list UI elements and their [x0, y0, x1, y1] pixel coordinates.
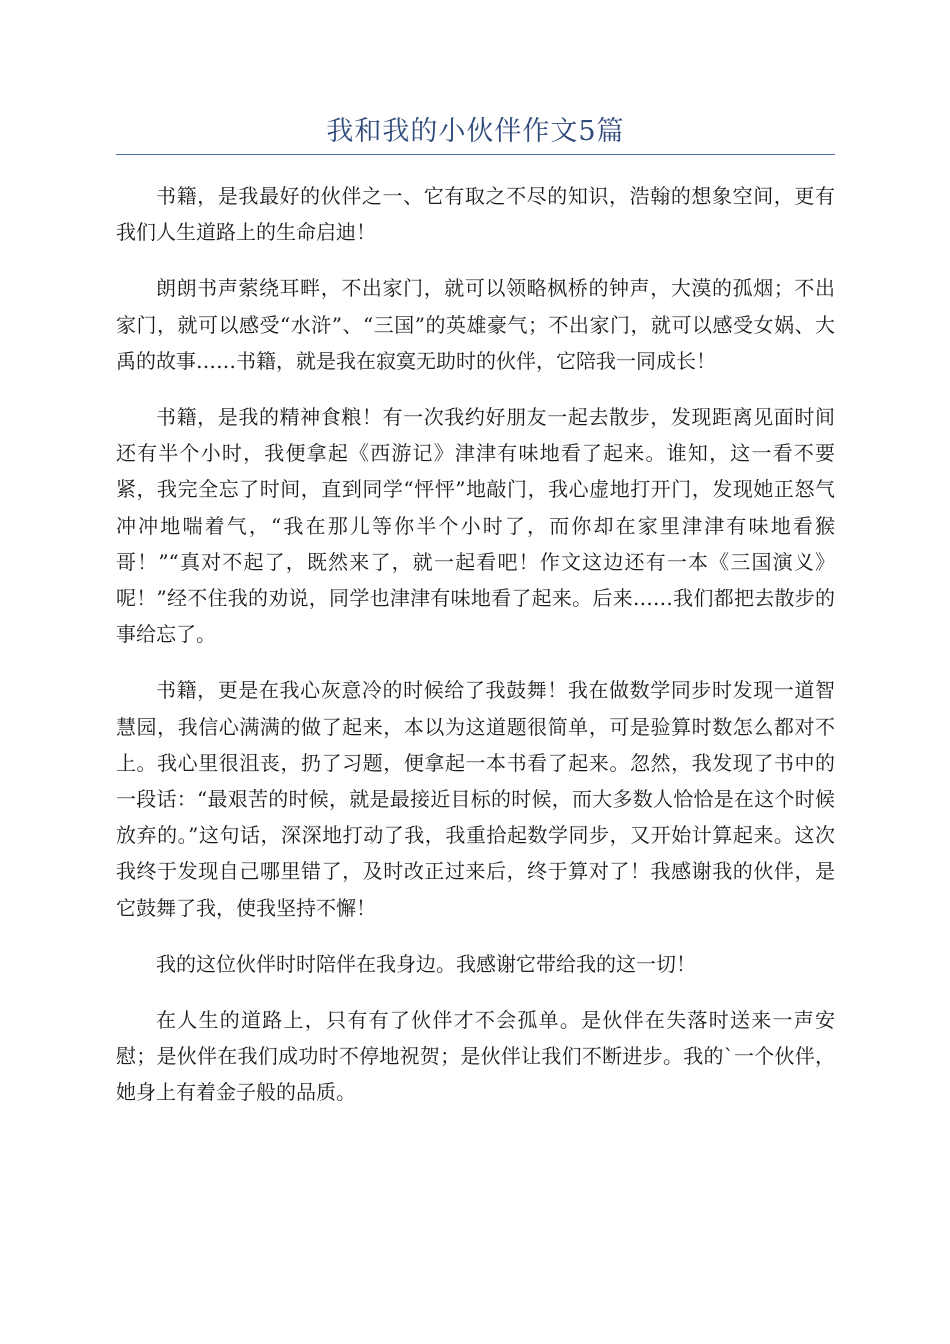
paragraph-6: 在人生的道路上，只有有了伙伴才不会孤单。是伙伴在失落时送来一声安慰；是伙伴在我们成功时不停地祝贺；是伙伴让我们不断进步。我的`一个伙伴，她身上有着金子般的品质。	[116, 1008, 835, 1105]
title-underline	[116, 154, 835, 155]
document-title: 我和我的小伙伴作文5篇	[326, 116, 625, 147]
paragraph-4: 书籍，更是在我心灰意冷的时候给了我鼓舞！我在做数学同步时发现一道智慧园，我信心满满的做了起来，本以为这道题很简单，可是验算时数怎么都对不上。我心里很沮丧，扔了习题，便拿起一本书看了起来。忽然，我发现了书中的一段话：“最艰苦的时候，就是最接近目标的时候，而大多数人恰恰是在这个时候放弃的。”这句话，深深地打动了我，我重拾起数学同步，又开始计算起来。这次我终于发现自己哪里错了，及时改正过来后，终于算对了！我感谢我的伙伴，是它鼓舞了我，使我坚持不懈！	[116, 678, 835, 920]
paragraph-3: 书籍，是我的精神食粮！有一次我约好朋友一起去散步，发现距离见面时间还有半个小时，我便拿起《西游记》津津有味地看了起来。谁知，这一看不要紧，我完全忘了时间，直到同学“怦怦”地敲门，我心虚地打开门，发现她正怒气冲冲地喘着气，“我在那儿等你半个小时了，而你却在家里津津有味地看猴哥！”“真对不起了，既然来了，就一起看吧！作文这边还有一本《三国演义》呢！”经不住我的劝说，同学也津津有味地看了起来。后来……我们都把去散步的事给忘了。	[116, 405, 835, 647]
paragraph-1: 书籍，是我最好的伙伴之一、它有取之不尽的知识，浩翰的想象空间，更有我们人生道路上的生命启迪！	[116, 184, 835, 245]
paragraph-5: 我的这位伙伴时时陪伴在我身边。我感谢它带给我的这一切！	[156, 951, 696, 976]
document-body	[116, 178, 835, 1131]
paragraph-2: 朗朗书声萦绕耳畔，不出家门，就可以领略枫桥的钟声，大漠的孤烟；不出家门，就可以感受“水浒”、“三国”的英雄豪气；不出家门，就可以感受女娲、大禹的故事……书籍，就是我在寂寞无助时的伙伴，它陪我一同成长！	[116, 276, 835, 373]
